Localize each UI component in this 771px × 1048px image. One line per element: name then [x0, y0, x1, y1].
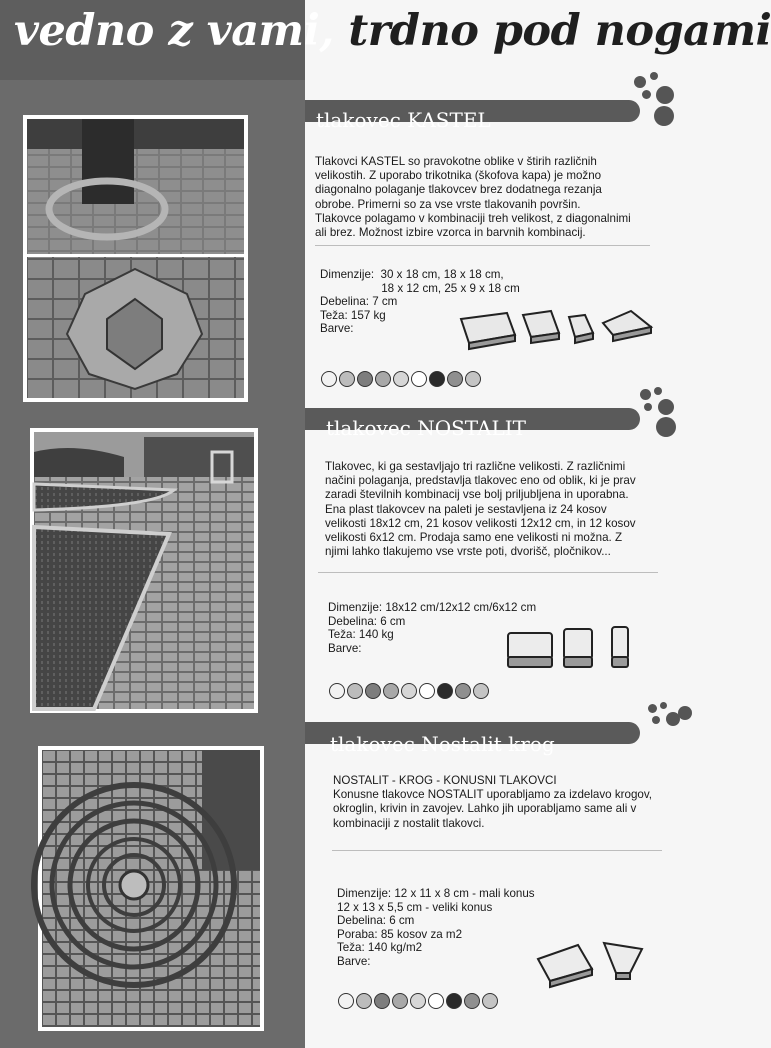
decorative-bubbles-3	[642, 700, 698, 745]
description-line: velikosti 18x12 cm, 21 kosov velikosti 12x12 cm, in 12 kosov	[325, 516, 636, 530]
description-line: velikosti 6x12 cm. Prodaja samo ene velikosti ni možna. Z	[325, 531, 623, 545]
description-nostalit	[325, 460, 636, 559]
spec-line: Dimenzije: 12 x 11 x 8 cm - mali konus	[337, 887, 535, 900]
photo-kastel	[23, 115, 248, 402]
spec-line: Teža: 157 kg	[320, 308, 386, 322]
color-swatch	[464, 993, 480, 1009]
color-swatch	[357, 371, 373, 387]
spec-line: Teža: 140 kg	[328, 628, 394, 642]
spec-line: Poraba: 85 kosov za m2	[337, 927, 463, 941]
spec-line: 18 x 12 cm, 25 x 9 x 18 cm	[320, 281, 520, 295]
color-swatch	[447, 371, 463, 387]
page-headline	[14, 6, 771, 56]
color-swatch	[374, 993, 390, 1009]
spec-line: Barve:	[320, 322, 354, 336]
color-swatches-krog	[338, 993, 498, 1009]
description-line: Konusne tlakovce NOSTALIT uporabljamo za izdelavo krogov,	[333, 788, 652, 802]
paver-shapes-nostalit	[500, 625, 640, 673]
color-swatch	[419, 683, 435, 699]
spec-line: Barve:	[337, 954, 371, 968]
color-swatches-kastel	[321, 371, 481, 387]
spec-line: Debelina: 6 cm	[337, 914, 415, 928]
color-swatch	[347, 683, 363, 699]
section-title-nostalit: tlakovec NOSTALIT	[326, 416, 527, 440]
spec-line: Dimenzije: 30 x 18 cm, 18 x 18 cm,	[320, 268, 504, 281]
photo-nostalit-krog	[38, 746, 264, 1031]
spec-line: Debelina: 7 cm	[320, 295, 398, 309]
color-swatch	[375, 371, 391, 387]
color-swatch	[401, 683, 417, 699]
description-kastel	[315, 155, 631, 240]
color-swatch	[429, 371, 445, 387]
decorative-bubbles-2	[632, 385, 698, 440]
color-swatch	[410, 993, 426, 1009]
color-swatch	[446, 993, 462, 1009]
description-line: načini polaganja, predstavlja tlakovec eno od oblik, ki je prav	[325, 474, 636, 488]
specs-krog	[337, 887, 535, 969]
color-swatch	[365, 683, 381, 699]
color-swatch	[356, 993, 372, 1009]
headline-part1: vedno z vami,	[14, 6, 334, 56]
color-swatch	[455, 683, 471, 699]
color-swatch	[393, 371, 409, 387]
color-swatch	[465, 371, 481, 387]
description-line: ali brez. Možnost izbire vzorca in barvnih kombinacij.	[315, 226, 586, 240]
spec-line: Dimenzije: 18x12 cm/12x12 cm/6x12 cm	[328, 601, 537, 614]
color-swatch	[339, 371, 355, 387]
description-line: zaradi številnih kombinacij vse bolj priljubljena in uporabna.	[325, 488, 629, 502]
description-line: NOSTALIT - KROG - KONUSNI TLAKOVCI	[333, 774, 557, 787]
photo-nostalit	[30, 428, 258, 713]
description-line: Tlakovce polagamo v kombinaciji treh velikost, z diagonalnimi	[315, 211, 631, 225]
description-line: njimi lahko tlakujemo vse vrste poti, dvorišč, pločnikov...	[325, 545, 611, 559]
description-line: velikostih. Z uporabo trikotnika (škofova kapa) je možno	[315, 169, 602, 183]
color-swatch	[338, 993, 354, 1009]
description-krog	[333, 774, 652, 831]
section-title-krog: tlakovec Nostalit krog	[330, 732, 555, 756]
color-swatch	[482, 993, 498, 1009]
divider	[318, 572, 658, 573]
color-swatch	[321, 371, 337, 387]
description-line: kombinaciji z nostalit tlakovci.	[333, 816, 485, 830]
color-swatches-nostalit	[329, 683, 489, 699]
description-line: Ena plast tlakovcev na paleti je sestavljena iz 24 kosov	[325, 502, 607, 516]
spec-line: 12 x 13 x 5,5 cm - veliki konus	[337, 900, 493, 914]
color-swatch	[392, 993, 408, 1009]
divider	[315, 245, 650, 246]
description-line: obrobe. Primerni so za vse vrste tlakovanih površin.	[315, 197, 581, 211]
headline-part2: trdno pod nogami	[348, 6, 771, 56]
description-line: okroglin, krivin in zavojev. Lahko jih uporabljamo same ali v	[333, 802, 637, 816]
color-swatch	[411, 371, 427, 387]
description-line: diagonalno polaganje tlakovcev brez dodatnega rezanja	[315, 183, 602, 197]
color-swatch	[437, 683, 453, 699]
paver-shapes-krog	[530, 937, 660, 992]
divider	[332, 850, 662, 851]
spec-line: Debelina: 6 cm	[328, 614, 406, 628]
paver-shapes-kastel	[455, 305, 680, 355]
spec-line: Teža: 140 kg/m2	[337, 941, 423, 955]
color-swatch	[329, 683, 345, 699]
color-swatch	[383, 683, 399, 699]
description-line: Tlakovci KASTEL so pravokotne oblike v štirih različnih	[315, 155, 597, 168]
color-swatch	[428, 993, 444, 1009]
decorative-bubbles-1	[628, 70, 698, 130]
description-line: Tlakovec, ki ga sestavljajo tri različne velikosti. Z različnimi	[325, 460, 626, 473]
section-title-kastel: tlakovec KASTEL	[316, 108, 491, 132]
spec-line: Barve:	[328, 641, 362, 655]
color-swatch	[473, 683, 489, 699]
